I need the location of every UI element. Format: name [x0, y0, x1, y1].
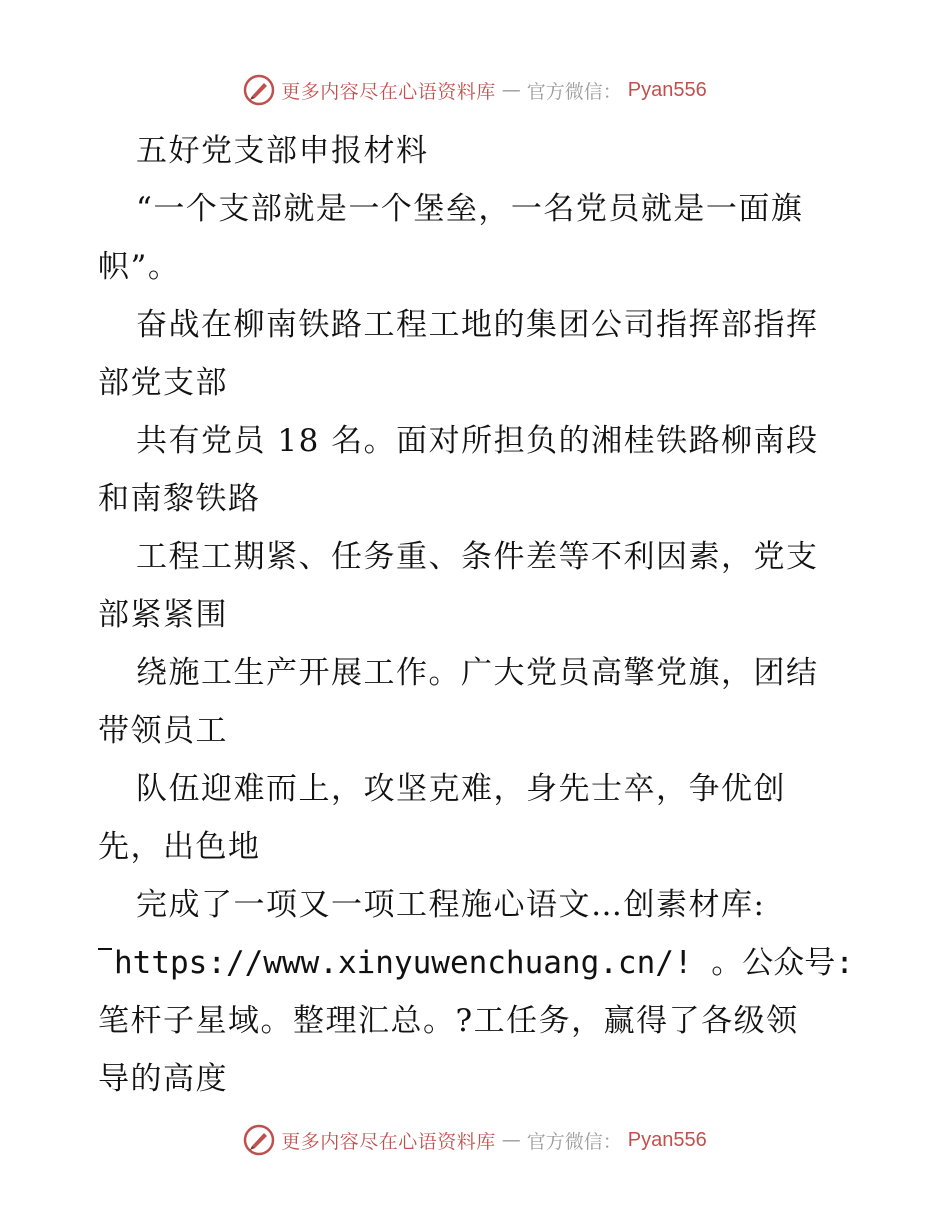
document-title: 五好党支部申报材料 — [136, 133, 429, 169]
banner-separator: — — [501, 1129, 521, 1151]
pen-logo-icon — [243, 74, 275, 106]
url-text[interactable]: https://www.xinyuwenchuang.cn/! 。公众号: — [114, 945, 854, 981]
paragraph-line: 绕施工生产开展工作。广大党员高擎党旗，团结 — [136, 655, 819, 691]
paragraph-line: 部党支部 — [98, 365, 228, 401]
paragraph-line: 和南黎铁路 — [98, 481, 261, 517]
paragraph-line: 奋战在柳南铁路工程工地的集团公司指挥部指挥 — [136, 307, 819, 343]
paragraph-line: 笔杆子星域。整理汇总。?工任务，赢得了各级领 — [98, 1003, 799, 1039]
banner-wechat-id: Pyan556 — [627, 1128, 707, 1151]
banner-separator: — — [501, 79, 521, 101]
tick-mark — [98, 948, 112, 950]
banner-wechat-label: 官方微信： — [526, 80, 622, 103]
paragraph-line: 工程工期紧、任务重、条件差等不利因素，党支 — [136, 539, 819, 575]
paragraph-line: 先，出色地 — [98, 829, 261, 865]
paragraph-line: 完成了一项又一项工程施心语文…创素材库: — [136, 887, 766, 923]
paragraph-line: 共有党员 18 名。面对所担负的湘桂铁路柳南段 — [136, 423, 819, 459]
banner-text: 更多内容尽在心语资料库 — [281, 1130, 496, 1153]
banner-wechat-label: 官方微信： — [526, 1130, 622, 1153]
banner-text: 更多内容尽在心语资料库 — [281, 80, 496, 103]
document-body — [98, 122, 854, 1108]
paragraph-line: 队伍迎难而上，攻坚克难，身先士卒，争优创 — [136, 771, 786, 807]
paragraph-line: 带领员工 — [98, 713, 228, 749]
header-banner — [0, 70, 950, 110]
paragraph-line: 部紧紧围 — [98, 597, 228, 633]
banner-wechat-id: Pyan556 — [627, 78, 707, 101]
url-line — [98, 934, 854, 992]
paragraph-line: “一个支部就是一个堡垒，一名党员就是一面旗 — [136, 191, 804, 227]
footer-banner — [0, 1120, 950, 1160]
pen-logo-icon — [243, 1124, 275, 1156]
paragraph-line: 帜”。 — [98, 249, 181, 285]
paragraph-line: 导的高度 — [98, 1061, 228, 1097]
